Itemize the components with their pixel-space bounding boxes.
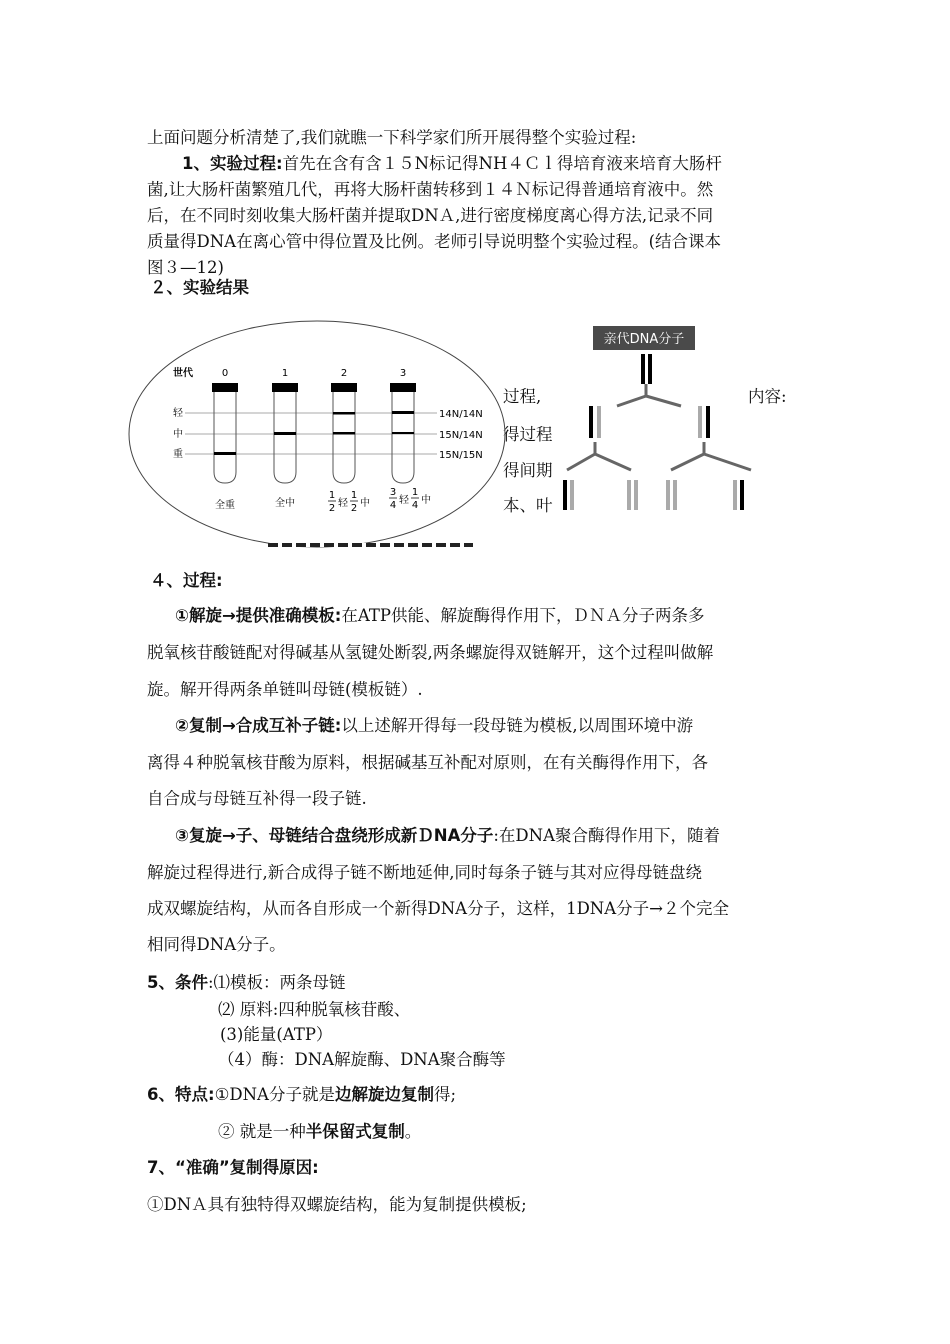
tube-2-band-medium bbox=[333, 432, 355, 435]
tube-2-band-light bbox=[333, 412, 355, 415]
section1-line4: 质量得DNA在离心管中得位置及比例。老师引导说明整个实验过程。(结合课本 bbox=[147, 232, 722, 251]
section4-heading: ４、过程: bbox=[150, 571, 223, 590]
tube-1-band-medium bbox=[274, 432, 296, 435]
gen1-right-new bbox=[698, 406, 702, 438]
section2-heading: ２、实验结果 bbox=[150, 278, 249, 297]
svg-text:1: 1 bbox=[350, 490, 358, 501]
tube-2-cap bbox=[331, 383, 357, 392]
caption-tube-2 bbox=[328, 490, 370, 514]
parent-strand-left bbox=[641, 354, 645, 384]
p3-line4: 相同得DNA分子。 bbox=[147, 935, 286, 954]
gen1-left-old bbox=[589, 406, 593, 438]
gen2-c-new1 bbox=[666, 480, 670, 510]
svg-text:中: 中 bbox=[360, 498, 370, 509]
centrifuge-figure bbox=[125, 320, 515, 552]
gen2-a-new bbox=[570, 480, 574, 510]
tube-number-3: 3 bbox=[399, 368, 407, 379]
svg-text:4: 4 bbox=[389, 500, 397, 511]
section5-line2: ⑵ 原料:四种脱氧核苷酸、 bbox=[218, 1000, 411, 1019]
right-label-15-14: 15N/14N bbox=[439, 430, 483, 441]
section5-line1: 5、条件:⑴模板：两条母链 bbox=[147, 973, 346, 992]
row-label-medium: 中 bbox=[173, 429, 183, 440]
caption-tube-3 bbox=[389, 487, 431, 511]
gen2-c-new2 bbox=[673, 480, 677, 510]
section6-line2: ② 就是一种半保留式复制。 bbox=[218, 1122, 422, 1141]
svg-text:1: 1 bbox=[328, 490, 336, 501]
section5-line3: (3)能量(ATP） bbox=[220, 1025, 333, 1044]
svg-text:2: 2 bbox=[350, 503, 358, 514]
gen1-left-new bbox=[597, 406, 601, 438]
occluded-text-1b: 内容: bbox=[748, 387, 787, 406]
section1-line2: 菌,让大肠杆菌繁殖几代，再将大肠杆菌转移到１４Ｎ标记得普通培育液中。然 bbox=[147, 180, 714, 199]
p1-line3: 旋。解开得两条单链叫母链(模板链）. bbox=[147, 680, 423, 699]
p3-line2: 解旋过程得进行,新合成得子链不断地延伸,同时每条子链与其对应得母链盘绕 bbox=[147, 863, 702, 882]
p3-line3: 成双螺旋结构，从而各自形成一个新得DNA分子，这样，1DNA分子→２个完全 bbox=[147, 899, 729, 918]
occluded-text-4: 本、叶 bbox=[503, 496, 553, 515]
p1-line1: ①解旋→提供准确模板:在ATP供能、解旋酶得作用下，ＤＮＡ分子两条多 bbox=[175, 606, 705, 625]
p2-line2: 离得４种脱氧核苷酸为原料，根据碱基互补配对原则，在有关酶得作用下，各 bbox=[147, 753, 708, 772]
gen2-d-new bbox=[733, 480, 737, 510]
occluded-text-2: 得过程 bbox=[503, 425, 553, 444]
p1-line2: 脱氧核苷酸链配对得碱基从氢键处断裂,两条螺旋得双链解开，这个过程叫做解 bbox=[147, 643, 714, 662]
section6-line1: 6、特点:①DNA分子就是边解旋边复制得; bbox=[147, 1085, 457, 1104]
occluded-text-3: 得间期 bbox=[503, 461, 553, 480]
right-label-15-15: 15N/15N bbox=[439, 450, 483, 461]
section1-line1: 1、实验过程:首先在含有含１５N标记得NH４Ｃｌ得培育液来培育大肠杆 bbox=[182, 154, 722, 173]
tube-3-cap bbox=[390, 383, 416, 392]
svg-text:轻: 轻 bbox=[399, 495, 409, 506]
section5-line4: （4）酶：DNA解旋酶、DNA聚合酶等 bbox=[218, 1050, 506, 1069]
section5-heading: 5、条件 bbox=[147, 973, 208, 992]
section7-line1: ①DNＡ具有独特得双螺旋结构，能为复制提供模板; bbox=[147, 1195, 527, 1214]
tube-3-band-medium bbox=[392, 432, 414, 434]
gen2-b-new1 bbox=[627, 480, 631, 510]
tube-3-band-light bbox=[392, 411, 414, 414]
intro-text: 上面问题分析清楚了,我们就瞧一下科学家们所开展得整个实验过程: bbox=[147, 128, 637, 147]
parent-dna-title: 亲代DNA分子 bbox=[603, 332, 685, 347]
section1-line5: 图３—12) bbox=[147, 258, 224, 277]
section1-heading: 1、实验过程: bbox=[182, 154, 283, 173]
row-label-heavy: 重 bbox=[173, 449, 183, 460]
tube-0-cap bbox=[212, 383, 238, 392]
occluded-text-1: 过程, bbox=[503, 387, 542, 406]
caption-all-heavy: 全重 bbox=[215, 500, 235, 511]
generation-label: 世代 bbox=[173, 368, 193, 379]
svg-text:3: 3 bbox=[389, 487, 397, 498]
gen2-b-new2 bbox=[634, 480, 638, 510]
p3-line1: ③复旋→子、母链结合盘绕形成新ＤNA分子:在DNA聚合酶得作用下，随着 bbox=[175, 826, 721, 845]
svg-text:1: 1 bbox=[411, 487, 419, 498]
tube-number-0: 0 bbox=[221, 368, 229, 379]
svg-text:中: 中 bbox=[421, 495, 431, 506]
section6-heading: 6、特点: bbox=[147, 1085, 215, 1104]
section1-line3: 后，在不同时刻收集大肠杆菌并提取DNＡ,进行密度梯度离心得方法,记录不同 bbox=[147, 206, 714, 225]
tube-number-2: 2 bbox=[340, 368, 348, 379]
tube-1-cap bbox=[272, 383, 298, 392]
gen2-d-old bbox=[740, 480, 744, 510]
p2-line1: ②复制→合成互补子链:以上述解开得每一段母链为模板,以周围环境中游 bbox=[175, 716, 694, 735]
tube-0-band-heavy bbox=[214, 452, 236, 455]
dna-replication-figure bbox=[555, 320, 775, 520]
p2-line3: 自合成与母链互补得一段子链. bbox=[147, 789, 367, 808]
parent-strand-right bbox=[648, 354, 652, 384]
right-label-14-14: 14N/14N bbox=[439, 409, 483, 420]
tube-number-1: 1 bbox=[281, 368, 289, 379]
svg-text:轻: 轻 bbox=[338, 498, 348, 509]
cut-text-strip bbox=[268, 540, 473, 550]
svg-text:2: 2 bbox=[328, 503, 336, 514]
row-label-light: 轻 bbox=[173, 408, 183, 419]
svg-text:4: 4 bbox=[411, 500, 419, 511]
gen2-a-old bbox=[563, 480, 567, 510]
caption-all-medium: 全中 bbox=[275, 498, 295, 509]
gen1-right-old bbox=[706, 406, 710, 438]
section7-heading: 7、“准确”复制得原因: bbox=[147, 1158, 319, 1177]
